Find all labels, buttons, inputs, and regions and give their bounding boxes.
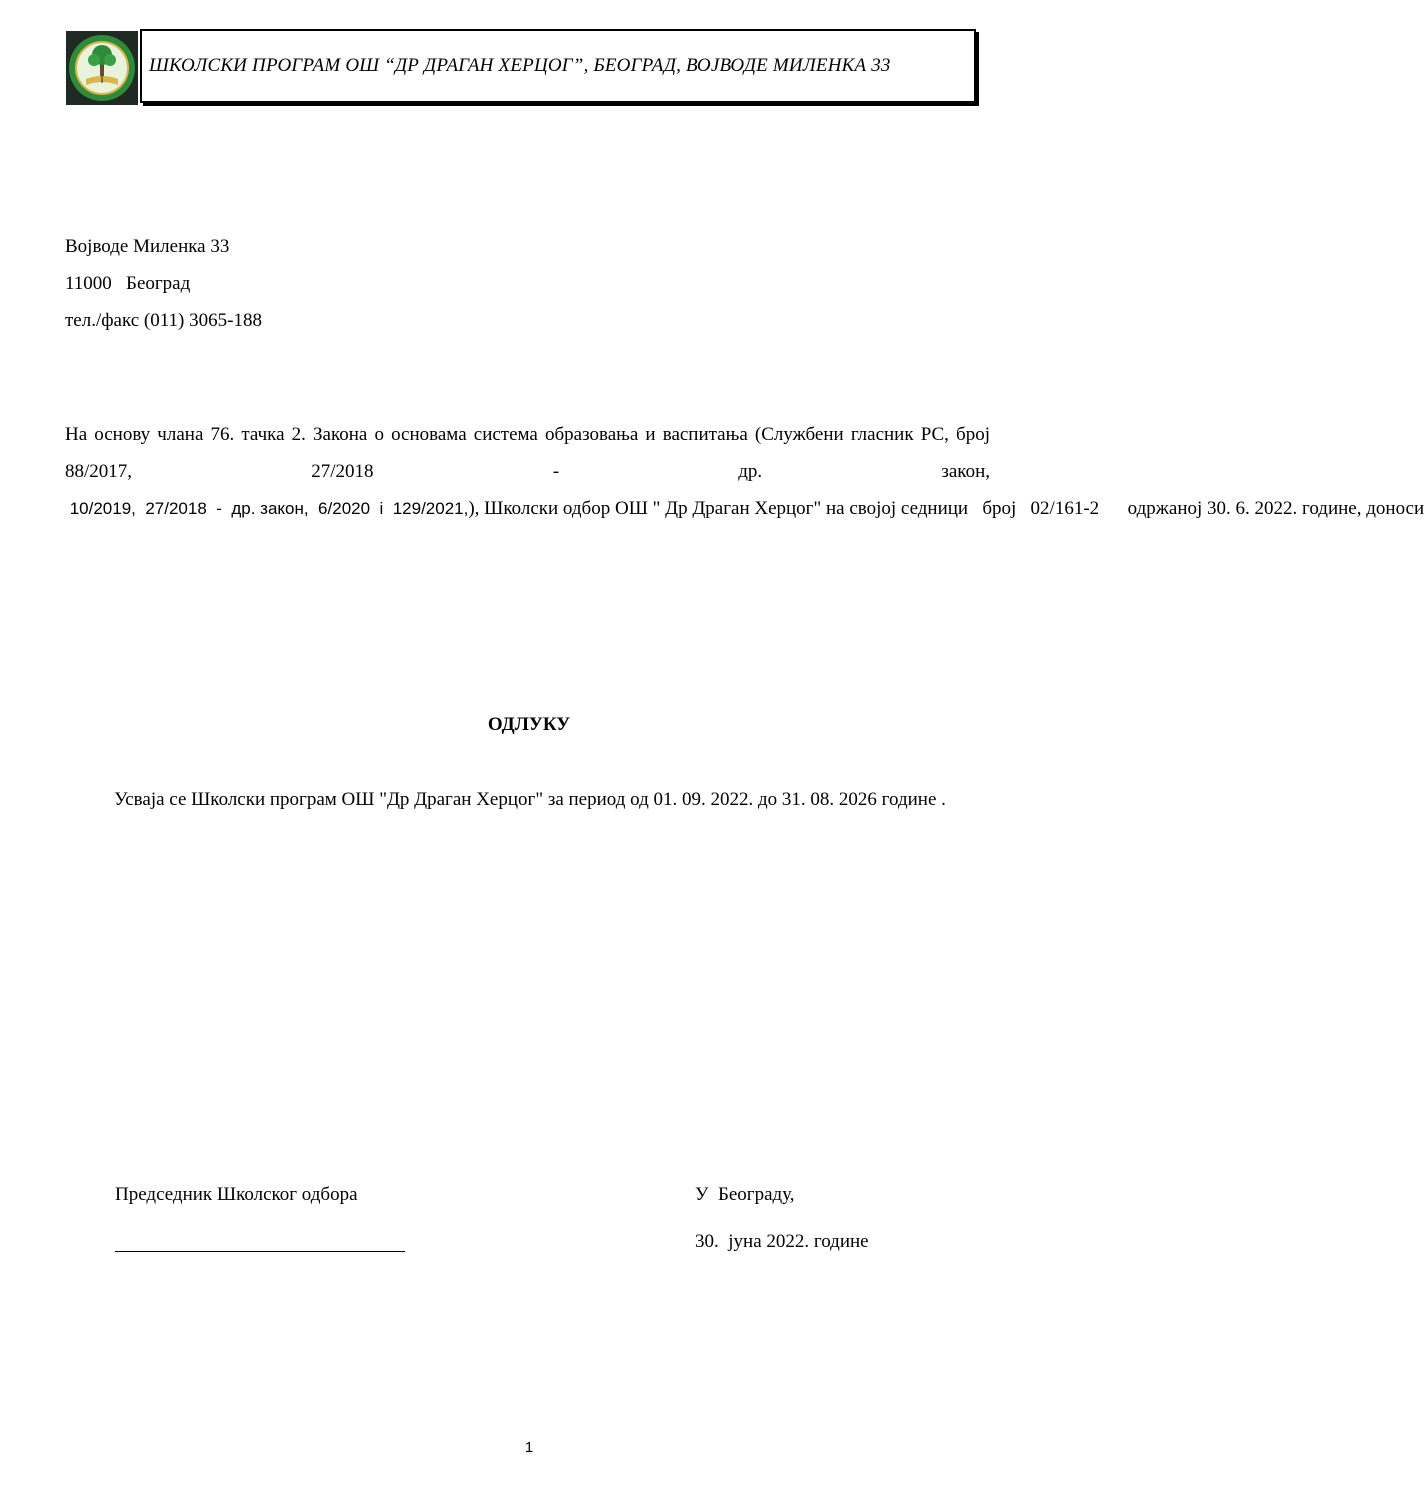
signature-line: [115, 1251, 405, 1252]
president-label: Председник Школског одбора: [115, 1184, 358, 1205]
header-title: ШКОЛСКИ ПРОГРАМ ОШ “ДР ДРАГАН ХЕРЦОГ”, БЕОГРАД, ВОЈВОДЕ МИЛЕНКА 33: [149, 55, 891, 76]
address-phone: тел./факс (011) 3065-188: [65, 310, 262, 331]
signature-date: 30. јуна 2022. године: [695, 1231, 869, 1252]
decision-title: ОДЛУКУ: [487, 714, 571, 735]
address-street: Војводе Миленка 33: [65, 236, 230, 257]
paragraph-part-1: На основу члана 76. тачка 2. Закона о основама система образовања и васпитања (Службени гласник РС, број 88/2017, 27/2018 - др. закон,: [65, 424, 990, 482]
decision-text: Усваја се Школски програм ОШ "Др Драган Херцог" за период од 01. 09. 2022. до 31. 08. 2026 године .: [114, 789, 946, 810]
address-city: 11000 Београд: [65, 273, 191, 294]
page-number: 1: [524, 1439, 534, 1456]
school-crest-tree-book-icon: [66, 31, 138, 105]
paragraph-part-2: 10/2019, 27/2018 - др. закон, 6/2020 і 129/2021,: [65, 499, 469, 518]
signature-place: У Београду,: [695, 1184, 795, 1205]
paragraph-part-3: ), Школски одбор ОШ " Др Драган Херцог" на својој седници број 02/161-2 одржаној 30. 6. 2022. године, доноси: [468, 498, 1424, 519]
page-header: [63, 29, 979, 107]
school-address: [65, 228, 262, 339]
legal-basis-paragraph: [65, 416, 1424, 527]
header-title-box: [140, 29, 976, 103]
